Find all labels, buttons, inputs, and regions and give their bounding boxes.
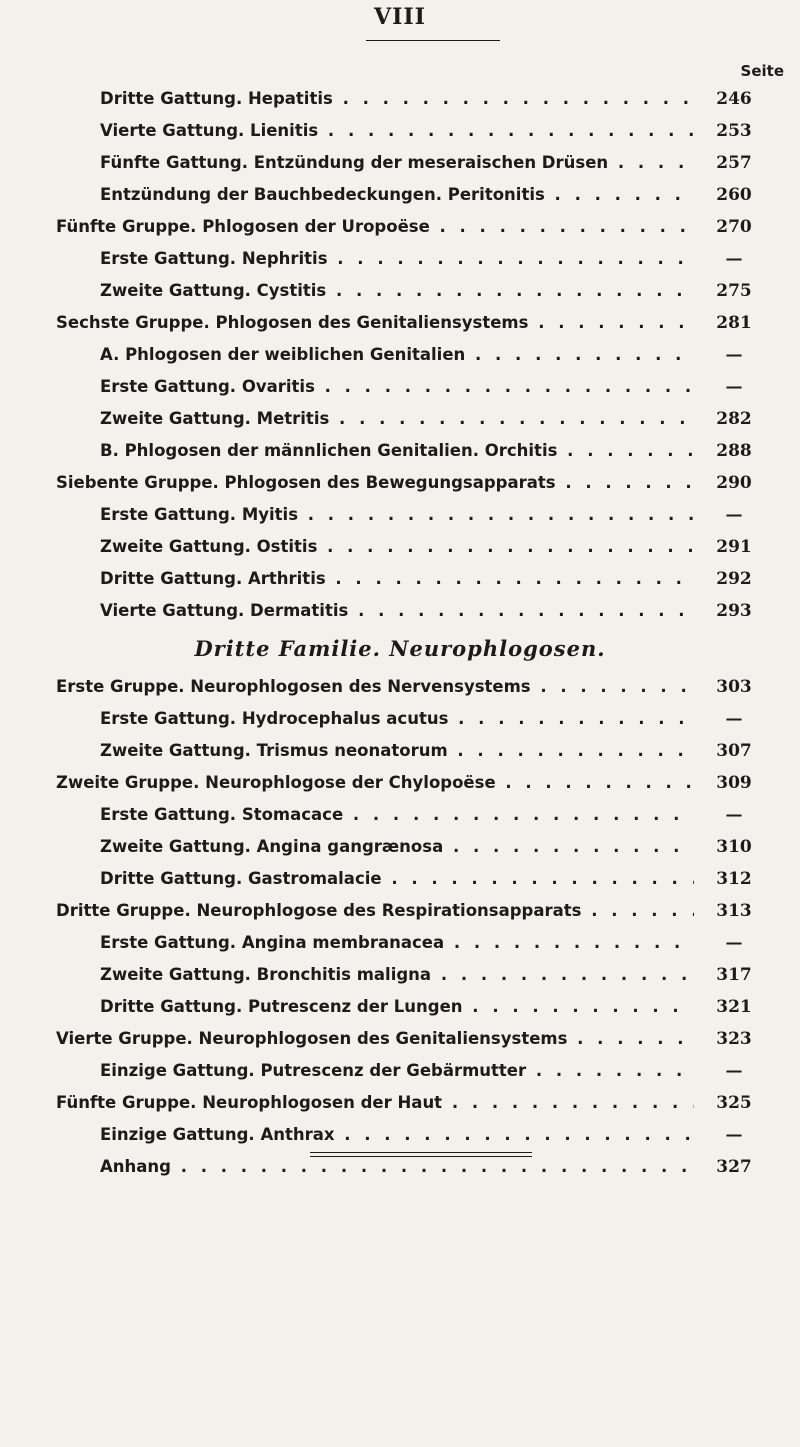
- toc-entry-page: 290: [716, 473, 752, 493]
- toc-entry-title: A. Phlogosen der weiblichen Genitalien . . .: [100, 339, 694, 371]
- toc-entry-title: B. Phlogosen der männlichen Genitalien. Orchitis . . .: [100, 435, 694, 467]
- toc-entry: [0, 895, 800, 927]
- toc-entry-title: Zweite Gattung. Metritis . . .: [100, 403, 694, 435]
- toc-entry-title: Dritte Gattung. Putrescenz der Lungen . . .: [100, 991, 694, 1023]
- toc-entry-title: Erste Gattung. Angina membranacea . . .: [100, 927, 694, 959]
- toc-entry-title: Zweite Gattung. Bronchitis maligna . . .: [100, 959, 694, 991]
- toc-entry-page: 307: [716, 741, 752, 761]
- toc-entry-page: —: [725, 709, 743, 729]
- toc-entry-title: Erste Gattung. Stomacace . . .: [100, 799, 694, 831]
- toc-entry: [0, 959, 800, 991]
- toc-entry: [0, 863, 800, 895]
- toc-entry-title: Vierte Gattung. Lienitis . . .: [100, 115, 694, 147]
- toc-entry: [0, 243, 800, 275]
- toc-entry-title: Erste Gattung. Ovaritis . . .: [100, 371, 694, 403]
- toc-entry-page: 275: [716, 281, 752, 301]
- toc-entry: [0, 595, 800, 627]
- toc-entry-page: 282: [716, 409, 752, 429]
- toc-entry-page: —: [725, 377, 743, 397]
- toc-entry-title: Zweite Gattung. Ostitis . . .: [100, 531, 694, 563]
- toc-entry: [0, 115, 800, 147]
- toc-entry-title: Erste Gattung. Hydrocephalus acutus . . .: [100, 703, 694, 735]
- toc-entry-page: —: [725, 505, 743, 525]
- toc-entry: [0, 991, 800, 1023]
- toc-entry: [0, 703, 800, 735]
- toc-entry: [0, 371, 800, 403]
- toc-entry: [0, 403, 800, 435]
- toc-entry-page: 288: [716, 441, 752, 461]
- toc-entry-title: Anhang . . .: [100, 1151, 694, 1183]
- toc-entry-title: Entzündung der Bauchbedeckungen. Peritonitis . . .: [100, 179, 694, 211]
- footer-rule-line: [310, 1156, 532, 1157]
- toc-entry-title: Siebente Gruppe. Phlogosen des Bewegungsapparats . . .: [56, 467, 694, 499]
- toc-entry-page: 309: [716, 773, 752, 793]
- toc-entry: [0, 735, 800, 767]
- family-heading: Dritte Familie. Neurophlogosen.: [194, 636, 606, 661]
- toc-entry-title: Zweite Gattung. Trismus neonatorum . . .: [100, 735, 694, 767]
- toc-section-after: [0, 671, 800, 1183]
- header-rule: [366, 40, 500, 41]
- toc-entry-title: Dritte Gattung. Gastromalacie . . .: [100, 863, 694, 895]
- toc-entry: [0, 799, 800, 831]
- toc-entry-page: 313: [716, 901, 752, 921]
- toc-entry-title: Zweite Gattung. Angina gangrænosa . . .: [100, 831, 694, 863]
- toc-entry: [0, 531, 800, 563]
- toc-entry-page: —: [725, 345, 743, 365]
- toc-section-before: [0, 83, 800, 627]
- toc-entry-page: —: [725, 933, 743, 953]
- toc-entry: [0, 339, 800, 371]
- toc-entry: [0, 435, 800, 467]
- toc-entry: [0, 275, 800, 307]
- toc-entry: [0, 831, 800, 863]
- toc-entry: [0, 307, 800, 339]
- toc-entry-title: Einzige Gattung. Putrescenz der Gebärmutter . . .: [100, 1055, 694, 1087]
- toc-entry: [0, 563, 800, 595]
- toc-entry-page: 260: [716, 185, 752, 205]
- toc-entry-title: Sechste Gruppe. Phlogosen des Genitaliensystems . . .: [56, 307, 694, 339]
- toc-entry-title: Dritte Gruppe. Neurophlogose des Respirationsapparats . . .: [56, 895, 694, 927]
- toc-entry-title: Fünfte Gattung. Entzündung der meseraischen Drüsen . . .: [100, 147, 694, 179]
- toc-entry: [0, 1023, 800, 1055]
- toc-entry: [0, 147, 800, 179]
- toc-entry: [0, 671, 800, 703]
- toc-entry-page: —: [725, 1125, 743, 1145]
- toc-entry-page: 253: [716, 121, 752, 141]
- page-column-label: Seite: [740, 62, 784, 80]
- toc-entry: [0, 499, 800, 531]
- toc-entry-title: Einzige Gattung. Anthrax . . .: [100, 1119, 694, 1151]
- toc-entry-page: 321: [716, 997, 752, 1017]
- toc-entry-page: 310: [716, 837, 752, 857]
- toc-entry-page: 323: [716, 1029, 752, 1049]
- toc-entry-page: —: [725, 805, 743, 825]
- toc-entry: [0, 179, 800, 211]
- footer-rule-line: [310, 1152, 532, 1153]
- toc-entry-title: Fünfte Gruppe. Phlogosen der Uropoëse . . .: [56, 211, 694, 243]
- toc-entry-title: Vierte Gattung. Dermatitis . . .: [100, 595, 694, 627]
- toc-entry-page: —: [725, 1061, 743, 1081]
- toc-entry: [0, 467, 800, 499]
- table-of-contents: [0, 83, 800, 1183]
- toc-entry: [0, 211, 800, 243]
- toc-entry-page: 303: [716, 677, 752, 697]
- toc-entry-page: 317: [716, 965, 752, 985]
- toc-entry-page: 281: [716, 313, 752, 333]
- toc-entry-page: 327: [716, 1157, 752, 1177]
- toc-entry-page: —: [725, 249, 743, 269]
- toc-entry: [0, 767, 800, 799]
- toc-entry-page: 325: [716, 1093, 752, 1113]
- toc-entry-page: 312: [716, 869, 752, 889]
- toc-entry-page: 246: [716, 89, 752, 109]
- toc-entry-title: Vierte Gruppe. Neurophlogosen des Genitaliensystems . . .: [56, 1023, 694, 1055]
- toc-entry-page: 293: [716, 601, 752, 621]
- page-number-roman: VIII: [374, 4, 426, 30]
- toc-entry: [0, 927, 800, 959]
- toc-entry-title: Erste Gattung. Nephritis . . .: [100, 243, 694, 275]
- toc-entry-page: 291: [716, 537, 752, 557]
- toc-entry-title: Fünfte Gruppe. Neurophlogosen der Haut . . .: [56, 1087, 694, 1119]
- toc-entry: [0, 1119, 800, 1151]
- toc-entry: [0, 83, 800, 115]
- toc-entry-page: 270: [716, 217, 752, 237]
- toc-entry: [0, 1055, 800, 1087]
- toc-entry-title: Zweite Gruppe. Neurophlogose der Chylopoëse . . .: [56, 767, 694, 799]
- toc-entry: [0, 1087, 800, 1119]
- footer-rule: [310, 1152, 532, 1160]
- toc-entry-title: Erste Gruppe. Neurophlogosen des Nervensystems . . .: [56, 671, 694, 703]
- toc-entry-title: Erste Gattung. Myitis . . .: [100, 499, 694, 531]
- toc-entry-page: 257: [716, 153, 752, 173]
- toc-entry-page: 292: [716, 569, 752, 589]
- toc-entry-title: Dritte Gattung. Hepatitis . . .: [100, 83, 694, 115]
- toc-entry-title: Zweite Gattung. Cystitis . . .: [100, 275, 694, 307]
- toc-entry-title: Dritte Gattung. Arthritis . . .: [100, 563, 694, 595]
